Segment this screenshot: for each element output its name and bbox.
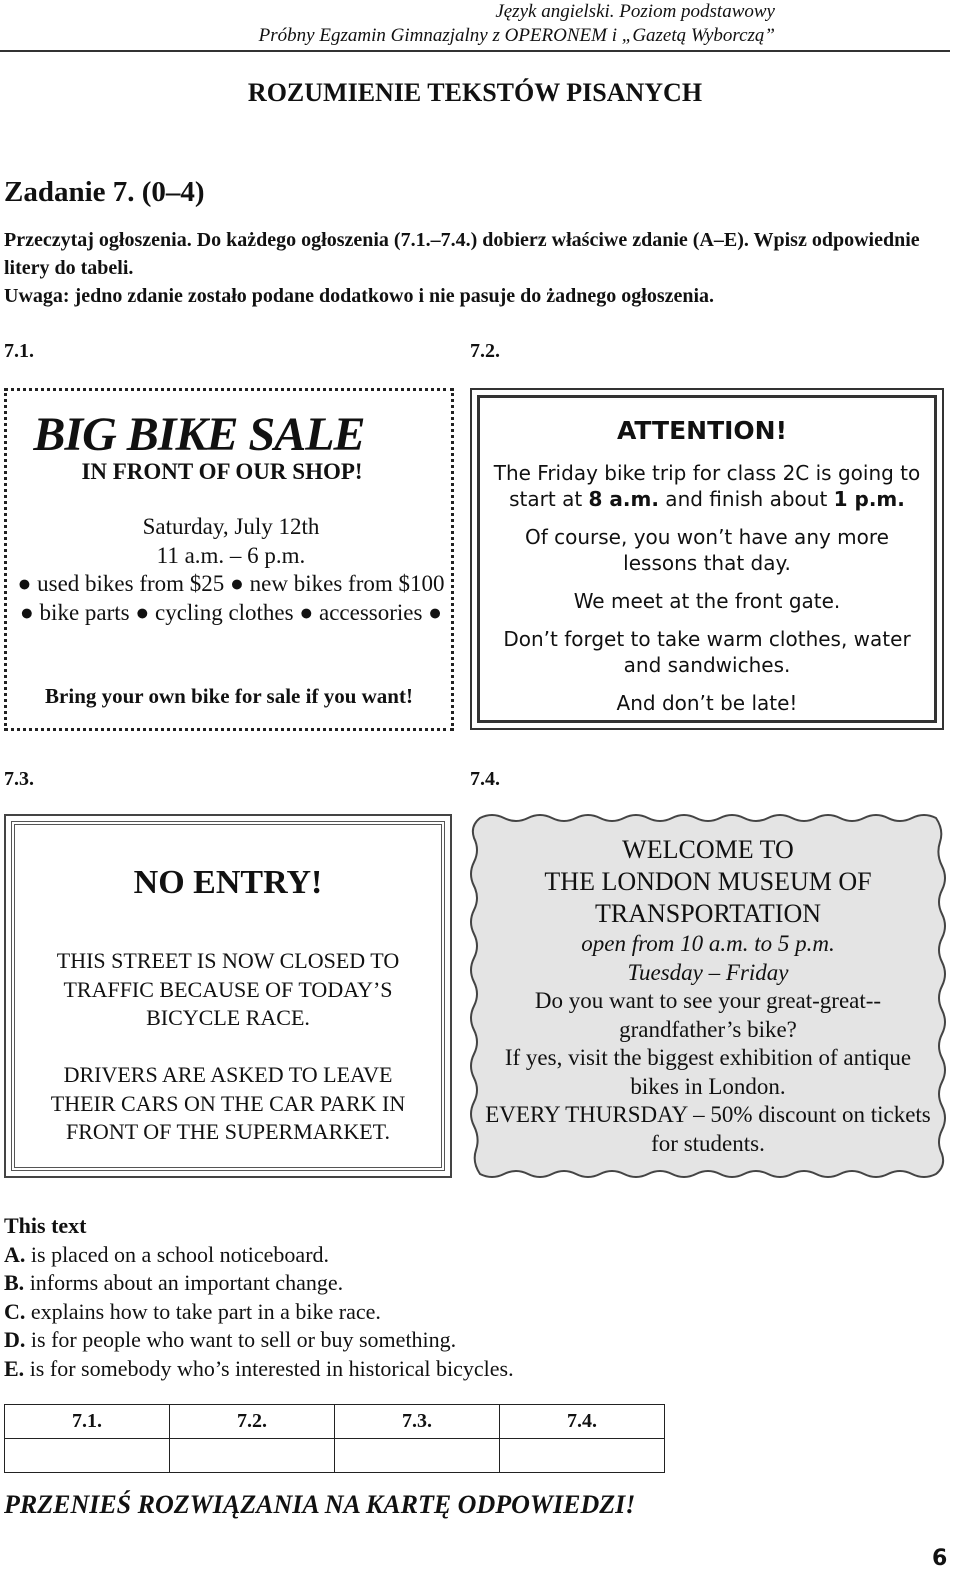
- section-title: ROZUMIENIE TEKSTÓW PISANYCH: [247, 78, 703, 107]
- notice-line: If yes, visit the biggest exhibition of antique bikes in London.: [504, 1045, 912, 1099]
- column-header-7-4: 7.4.: [500, 1405, 665, 1439]
- notice-number-7-4: 7.4.: [470, 768, 500, 790]
- option-b: B. informs about an important change.: [4, 1270, 344, 1295]
- notice-number-7-2: 7.2.: [470, 340, 500, 362]
- transfer-instruction: PRZENIEŚ ROZWIĄZANIA NA KARTĘ ODPOWIEDZI!: [4, 1490, 636, 1519]
- trip-times: The Friday bike trip for class 2C is going to start at 8 a.m. and finish about 1 p.m.: [493, 461, 921, 511]
- notice-line: Don’t forget to take warm clothes, water and sandwiches.: [503, 627, 911, 677]
- notice-body: [492, 460, 922, 728]
- discount-info: EVERY THURSDAY – 50% discount on tickets for students.: [485, 1102, 931, 1156]
- page-header: [0, 0, 950, 52]
- sale-items: ● used bikes from $25 ● new bikes from $100 ● bike parts ● cycling clothes ● accessories ●: [17, 571, 445, 625]
- column-header-7-3: 7.3.: [335, 1405, 500, 1439]
- notice-footer: Bring your own bike for sale if you want!: [45, 684, 413, 708]
- museum-name: THE LONDON MUSEUM OF TRANSPORTATION: [544, 867, 872, 928]
- page-number: 6: [932, 1546, 948, 1571]
- sale-date: Saturday, July 12th: [142, 514, 320, 539]
- option-a: A. is placed on a school noticeboard.: [4, 1241, 330, 1267]
- options-intro: This text: [4, 1213, 87, 1238]
- instruction-note: Uwaga: jedno zdanie zostało podane dodatkowo i nie pasuje do żadnego ogłoszenia.: [4, 285, 715, 307]
- answer-options: [4, 1212, 514, 1383]
- answer-cell-7-4[interactable]: [500, 1439, 665, 1473]
- notice-line: We meet at the front gate.: [573, 589, 841, 613]
- header-exam-name: Próbny Egzamin Gimnazjalny z OPERONEM i „Gazetą Wyborczą”: [258, 25, 775, 46]
- notice-title: WELCOME TO: [622, 835, 794, 864]
- option-e: E. is for somebody who’s interested in historical bicycles.: [4, 1355, 514, 1381]
- notice-line: Do you want to see your great-great--grandfather’s bike?: [534, 988, 882, 1042]
- column-header-7-1: 7.1.: [5, 1405, 170, 1439]
- answer-cell-7-3[interactable]: [335, 1439, 500, 1473]
- notice-body: [17, 513, 445, 627]
- answer-table: [4, 1404, 665, 1473]
- option-d: D. is for people who want to sell or buy something.: [4, 1327, 457, 1352]
- notice-number-7-3: 7.3.: [4, 768, 34, 790]
- option-c: C. explains how to take part in a bike race.: [4, 1298, 381, 1324]
- notice-no-entry: [4, 814, 452, 1178]
- instruction-text: Przeczytaj ogłoszenia. Do każdego ogłoszenia (7.1.–7.4.) dobierz właściwe zdanie (A–E). Wpisz odpowiednie litery do tabeli.: [4, 229, 920, 279]
- opening-hours: open from 10 a.m. to 5 p.m.: [581, 931, 835, 956]
- column-header-7-2: 7.2.: [170, 1405, 335, 1439]
- notice-line: Of course, you won’t have any more lessons that day.: [524, 525, 889, 575]
- answer-cell-7-2[interactable]: [170, 1439, 335, 1473]
- task-instructions: [4, 226, 954, 310]
- notice-paragraph: THIS STREET IS NOW CLOSED TO TRAFFIC BECAUSE OF TODAY’S BICYCLE RACE.: [56, 948, 400, 1030]
- notice-title: BIG BIKE SALE: [33, 408, 365, 461]
- answer-table-row: [5, 1439, 665, 1473]
- notice-number-7-1: 7.1.: [4, 340, 34, 362]
- notice-title: NO ENTRY!: [133, 864, 323, 901]
- notice-paragraph: DRIVERS ARE ASKED TO LEAVE THEIR CARS ON THE CAR PARK IN FRONT OF THE SUPERMARKET.: [50, 1062, 406, 1144]
- answer-table-header: [5, 1405, 665, 1439]
- task-title: Zadanie 7. (0–4): [4, 176, 205, 208]
- notice-body: [482, 834, 934, 1158]
- notice-museum: [466, 810, 950, 1182]
- notice-title: ATTENTION!: [616, 416, 788, 445]
- answer-cell-7-1[interactable]: [5, 1439, 170, 1473]
- sale-time: 11 a.m. – 6 p.m.: [156, 542, 306, 568]
- notice-line: And don’t be late!: [616, 691, 798, 715]
- notice-bike-sale: [4, 388, 454, 731]
- notice-attention: [470, 388, 944, 730]
- notice-subtitle: IN FRONT OF OUR SHOP!: [81, 459, 363, 484]
- opening-days: Tuesday – Friday: [627, 959, 789, 985]
- header-subject: Język angielski. Poziom podstawowy: [495, 1, 775, 22]
